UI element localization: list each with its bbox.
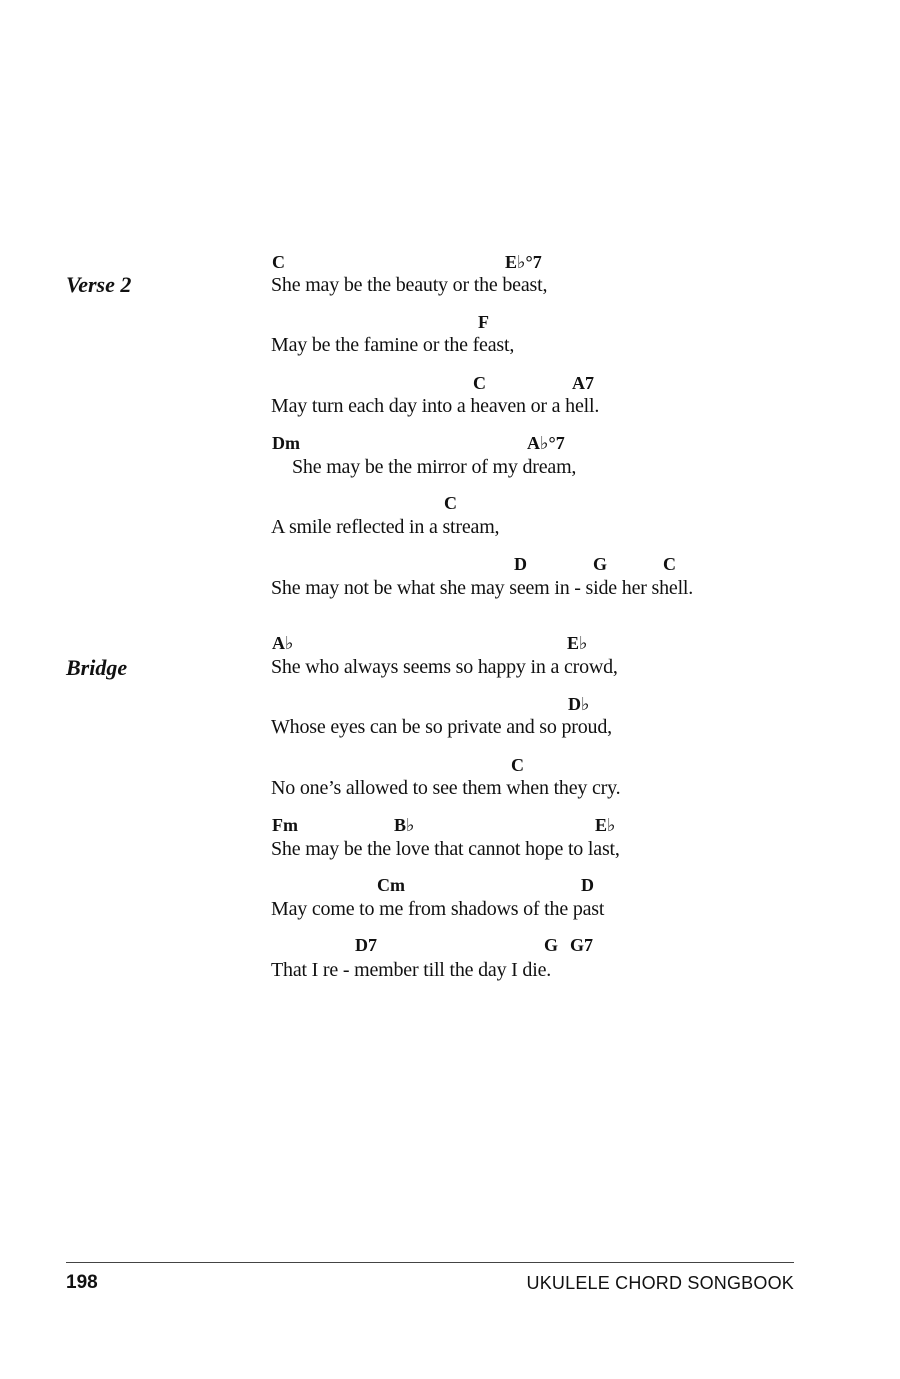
chord: Dm xyxy=(272,433,300,453)
chord: D xyxy=(581,875,594,895)
chord: Cm xyxy=(377,875,405,895)
chord: B♭ xyxy=(394,815,415,835)
chord: D♭ xyxy=(568,694,590,714)
chord: C xyxy=(272,252,285,272)
chord: G7 xyxy=(570,935,594,955)
section-label-verse-2: Verse 2 xyxy=(66,272,132,297)
lyric-line: Whose eyes can be so private and so proud, xyxy=(271,716,612,738)
chord: E♭°7 xyxy=(505,252,542,272)
chord: G xyxy=(593,554,608,574)
chord: G xyxy=(544,935,559,955)
chord: E♭ xyxy=(595,815,616,835)
section-label-bridge: Bridge xyxy=(66,655,128,680)
chord: D xyxy=(514,554,527,574)
chord: D7 xyxy=(355,935,377,955)
chord: C xyxy=(511,755,524,775)
lyric-line: She may not be what she may seem in - side her shell. xyxy=(271,577,694,599)
chord: A♭ xyxy=(272,633,294,653)
chord: C xyxy=(663,554,676,574)
lyric-line: May be the famine or the feast, xyxy=(271,334,515,356)
lyric-line: May turn each day into a heaven or a hell. xyxy=(271,395,600,417)
chord: E♭ xyxy=(567,633,588,653)
page-number: 198 xyxy=(66,1272,98,1293)
lyric-line: A smile reflected in a stream, xyxy=(271,516,500,538)
chord: A7 xyxy=(572,373,594,393)
footer-divider xyxy=(66,1262,794,1263)
chord: F xyxy=(478,312,489,332)
chord: Fm xyxy=(272,815,298,835)
lyric-line: She may be the love that cannot hope to last, xyxy=(271,838,620,860)
lyric-line: She may be the beauty or the beast, xyxy=(271,274,548,296)
book-title: UKULELE CHORD SONGBOOK xyxy=(526,1273,794,1293)
lyric-line: She who always seems so happy in a crowd, xyxy=(271,656,618,678)
chord: C xyxy=(444,493,457,513)
lyric-line: She may be the mirror of my dream, xyxy=(292,456,577,478)
chord: C xyxy=(473,373,486,393)
lyric-line: May come to me from shadows of the past xyxy=(271,898,605,920)
lyric-line: No one’s allowed to see them when they cry. xyxy=(271,777,621,799)
lyric-line: That I re - member till the day I die. xyxy=(271,959,552,981)
chord: A♭°7 xyxy=(527,433,565,453)
